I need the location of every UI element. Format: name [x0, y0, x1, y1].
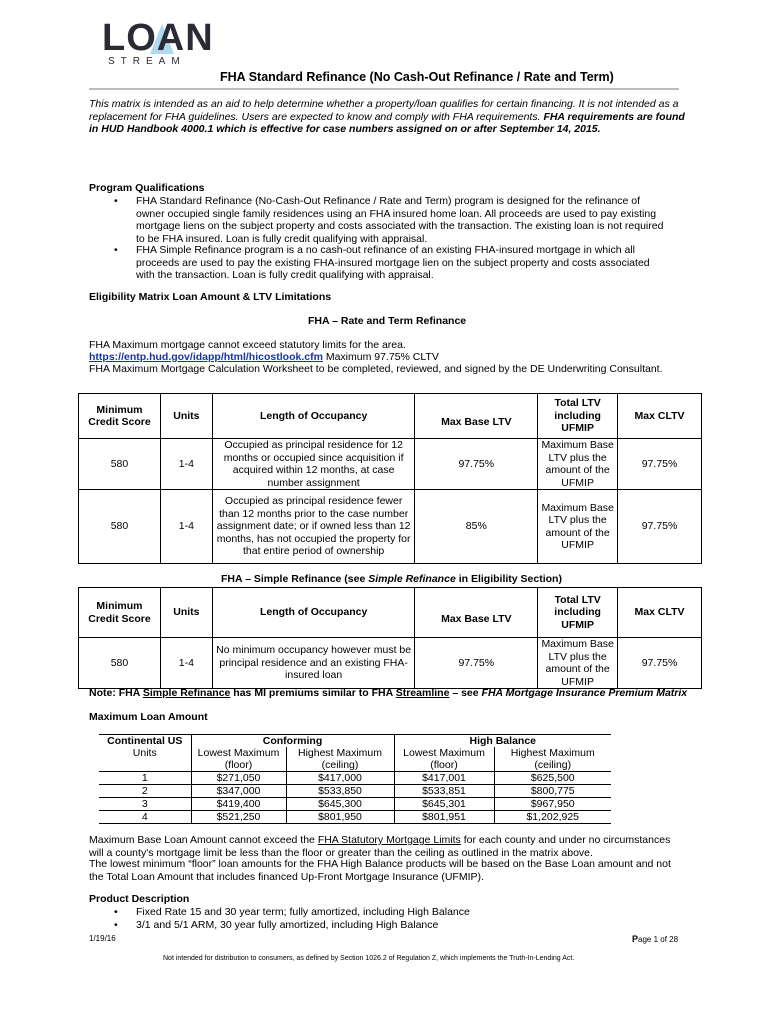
cell-occupancy: Occupied as principal residence fewer than 12 months prior to the case number assignment date; or if owned less than 12 months, has not occupied the property for that entire period of ownership: [212, 490, 415, 564]
simple-heading-post: in Eligibility Section): [455, 573, 562, 585]
logo-word: LOAN: [102, 17, 214, 59]
limits-text: for each county and under no circumstances will a county's mortgage limit be less than the floor or greater than the ceiling as outlined in the matrix above.: [89, 834, 671, 859]
logo-subword: STREAM: [108, 56, 186, 67]
cell-total-ltv: Maximum Base LTV plus the amount of the UFMIP: [538, 638, 618, 689]
table-row: [99, 798, 611, 811]
header-units: Units: [160, 588, 212, 638]
floor-amount-paragraph: The lowest minimum “floor” loan amounts for the FHA High Balance products will be based on the Base Loan amount and not the Total Loan Amount that includes financed Up-Front Mortgage Insurance (UFMIP).: [89, 858, 671, 883]
note-part: – see: [449, 687, 482, 699]
bullet-icon: •: [114, 919, 118, 931]
intro-text: This matrix is intended as an aid to help determine whether a property/loan qualifies for certain financing. It is not intended as a replacement for FHA guidelines. Users are expected to know and comply with FHA requirements.: [89, 98, 679, 123]
table-row: [99, 785, 611, 798]
table-row: [79, 638, 702, 689]
header-ceiling: (ceiling): [494, 759, 611, 772]
header-ceiling: (ceiling): [286, 759, 394, 772]
cell-amount: $801,951: [394, 811, 494, 824]
cell-credit-score: 580: [79, 490, 161, 564]
header-lowest: Lowest Maximum: [394, 747, 494, 759]
cell-amount: $645,301: [394, 798, 494, 811]
cell-units: 1-4: [160, 439, 212, 490]
cell-max-cltv: 97.75%: [618, 638, 702, 689]
header-max-cltv: Max CLTV: [618, 588, 702, 638]
cell-units: 3: [99, 798, 191, 811]
note-streamline: Streamline: [395, 687, 450, 699]
cell-credit-score: 580: [79, 638, 161, 689]
cell-max-base-ltv: 97.75%: [415, 439, 538, 490]
cell-units: 4: [99, 811, 191, 824]
cell-total-ltv: Maximum Base LTV plus the amount of the UFMIP: [538, 439, 618, 490]
eligibility-heading: Eligibility Matrix Loan Amount & LTV Limitations: [89, 291, 332, 303]
max-loan-table: [99, 734, 611, 824]
simple-refinance-table: [78, 587, 702, 689]
cell-amount: $417,000: [286, 772, 394, 785]
cell-amount: $533,850: [286, 785, 394, 798]
simple-heading-pre: FHA – Simple Refinance (see: [221, 573, 369, 585]
bullet-icon: •: [114, 906, 118, 918]
mi-premium-note: [89, 687, 687, 700]
cell-units: 1: [99, 772, 191, 785]
page-number-initial: P: [632, 934, 639, 944]
limits-lookup-line: [89, 351, 439, 364]
table-header-row: [99, 759, 611, 772]
note-mi-matrix-ref: FHA Mortgage Insurance Premium Matrix: [481, 687, 688, 699]
header-occupancy: Length of Occupancy: [212, 394, 415, 439]
title-divider: [89, 88, 679, 90]
max-loan-heading: Maximum Loan Amount: [89, 711, 208, 723]
cell-amount: $645,300: [286, 798, 394, 811]
cell-occupancy: No minimum occupancy however must be principal residence and an existing FHA-insured loan: [212, 638, 415, 689]
footer-date: 1/19/16: [89, 934, 116, 943]
product-item: Fixed Rate 15 and 30 year term; fully amortized, including High Balance: [136, 906, 470, 918]
header-floor: (floor): [191, 759, 286, 772]
table-row: [79, 490, 702, 564]
page-title: FHA Standard Refinance (No Cash-Out Refinance / Rate and Term): [220, 70, 614, 84]
cell-amount: $1,202,925: [494, 811, 611, 824]
note-part: Note: FHA: [89, 687, 143, 699]
cell-amount: $533,851: [394, 785, 494, 798]
page-number: [632, 934, 678, 944]
header-highest: Highest Maximum: [510, 747, 595, 759]
program-item: FHA Standard Refinance (No-Cash-Out Refinance / Rate and Term) program is designed for the refinance of owner occupied single family residences using an FHA insured home loan. All proceeds are used to pay existing mortgage liens on the subject property and costs associated with the transaction. The existing loan is not required to be FHA insured. Loan is fully credit qualifying with appraisal.: [136, 195, 664, 245]
table-header-row: [99, 735, 611, 748]
hud-limits-link[interactable]: https://entp.hud.gov/idapp/html/hicostlook.cfm: [89, 351, 323, 363]
header-floor: (floor): [394, 759, 494, 772]
intro-paragraph: [89, 98, 685, 136]
cell-amount: $625,500: [494, 772, 611, 785]
table-header-row: [99, 747, 611, 759]
header-high-balance: High Balance: [469, 735, 537, 747]
page-number-text: age 1 of 28: [638, 935, 679, 944]
rate-term-matrix-table: [78, 393, 702, 564]
simple-heading-italic: Simple Refinance: [368, 573, 456, 585]
cell-amount: $417,001: [394, 772, 494, 785]
cell-total-ltv: Maximum Base LTV plus the amount of the UFMIP: [538, 490, 618, 564]
fha-statutory-limits-link[interactable]: FHA Statutory Mortgage Limits: [317, 834, 461, 846]
header-units: Units: [160, 394, 212, 439]
header-max-cltv: Max CLTV: [618, 394, 702, 439]
table-row: [99, 811, 611, 824]
worksheet-text: FHA Maximum Mortgage Calculation Worksheet to be completed, reviewed, and signed by the DE Underwriting Consultant.: [89, 363, 663, 375]
cell-max-base-ltv: 85%: [415, 490, 538, 564]
cell-max-cltv: 97.75%: [618, 439, 702, 490]
cell-max-cltv: 97.75%: [618, 490, 702, 564]
table-row: [99, 772, 611, 785]
header-occupancy: Length of Occupancy: [212, 588, 415, 638]
cell-amount: $521,250: [191, 811, 286, 824]
simple-refinance-heading: [221, 573, 562, 586]
distribution-disclaimer: Not intended for distribution to consumers, as defined by Section 1026.2 of Regulation Z, which implements the Truth-In-Lending Act.: [163, 955, 575, 962]
company-logo: [102, 18, 222, 70]
cell-amount: $271,050: [191, 772, 286, 785]
cell-amount: $967,950: [494, 798, 611, 811]
max-cltv-text: Maximum 97.75% CLTV: [322, 351, 439, 363]
cell-occupancy: Occupied as principal residence for 12 months or occupied since acquisition if acquired within 12 months, at case number assignment: [212, 439, 415, 490]
header-total-ltv: Total LTV including UFMIP: [538, 394, 618, 439]
cell-max-base-ltv: 97.75%: [415, 638, 538, 689]
table-row: [79, 439, 702, 490]
cell-amount: $347,000: [191, 785, 286, 798]
bullet-icon: •: [114, 244, 118, 256]
cell-credit-score: 580: [79, 439, 161, 490]
header-units: Units: [99, 747, 191, 759]
cell-units: 2: [99, 785, 191, 798]
note-part: has MI premiums similar to FHA: [230, 687, 396, 699]
header-lowest: Lowest Maximum: [191, 747, 286, 759]
rate-term-heading: FHA – Rate and Term Refinance: [308, 315, 467, 327]
limits-text: Maximum Base Loan Amount cannot exceed the: [89, 834, 318, 846]
header-total-ltv: Total LTV including UFMIP: [538, 588, 618, 638]
header-max-base-ltv: Max Base LTV: [415, 394, 538, 439]
header-blank: [99, 759, 191, 772]
product-item: 3/1 and 5/1 ARM, 30 year fully amortized, including High Balance: [136, 919, 439, 931]
cell-units: 1-4: [160, 490, 212, 564]
header-conforming: Conforming: [191, 735, 394, 748]
intro-bold-text: FHA requirements are found in HUD Handbook 4000.1 which is effective for case numbers assigned on or after September 14, 2015.: [89, 110, 685, 135]
statutory-limits-paragraph: [89, 834, 681, 859]
header-max-base-ltv: Max Base LTV: [415, 588, 538, 638]
header-credit-score: Minimum Credit Score: [79, 588, 161, 638]
bullet-icon: •: [114, 195, 118, 207]
note-simple-refinance: Simple Refinance: [142, 687, 231, 699]
header-credit-score: Minimum Credit Score: [79, 394, 161, 439]
header-highest: Highest Maximum: [286, 747, 394, 759]
table-header-row: [79, 394, 702, 439]
program-qualifications-heading: Program Qualifications: [89, 182, 205, 194]
cell-amount: $800,775: [494, 785, 611, 798]
cell-amount: $419,400: [191, 798, 286, 811]
cell-amount: $801,950: [286, 811, 394, 824]
statutory-limit-text: FHA Maximum mortgage cannot exceed statutory limits for the area.: [89, 339, 406, 351]
cell-units: 1-4: [160, 638, 212, 689]
product-description-heading: Product Description: [89, 893, 190, 905]
program-item: FHA Simple Refinance program is a no cash-out refinance of an existing FHA-insured mortgage in which all proceeds are used to pay the existing FHA-insured mortgage lien on the subject property and costs associated with the transaction. Loan is fully credit qualifying with appraisal.: [136, 244, 650, 281]
table-header-row: [79, 588, 702, 638]
header-continental-us: Continental US: [99, 735, 191, 748]
